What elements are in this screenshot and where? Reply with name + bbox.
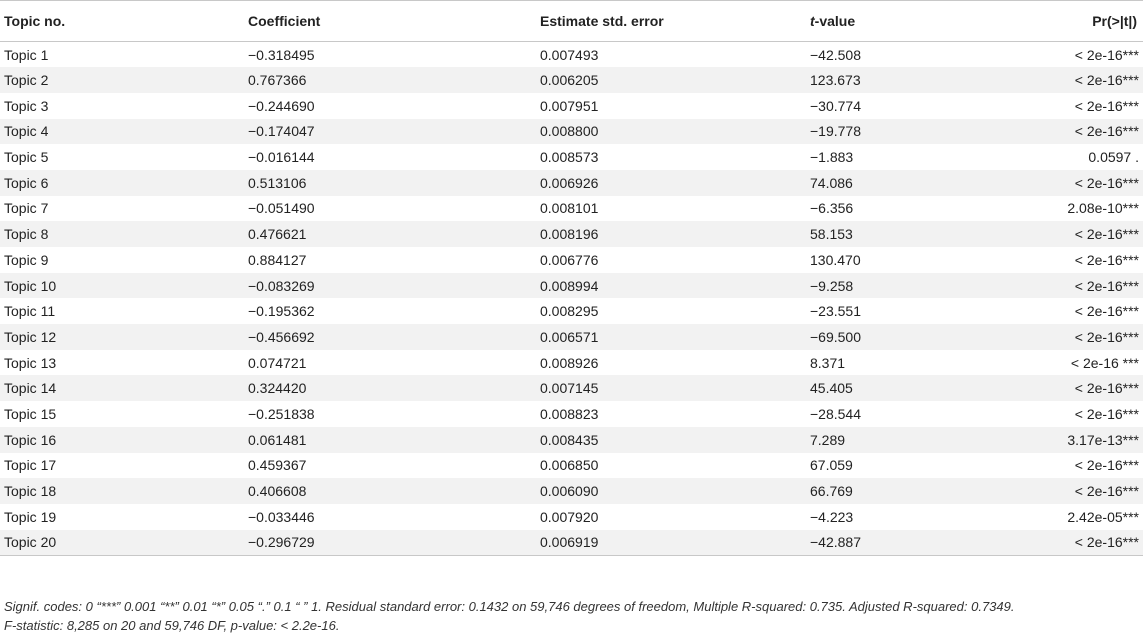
cell-p-value: < 2e-16*** [963, 273, 1143, 299]
table-row [0, 144, 1143, 170]
table-row [0, 273, 1143, 299]
header-std-error [410, 1, 710, 42]
table-footnote [4, 597, 1139, 635]
cell-coefficient [170, 67, 410, 93]
cell-coefficient [170, 375, 410, 401]
cell-p-value: < 2e-16 *** [1070, 354, 1139, 371]
table-row [0, 247, 1143, 273]
table-row [0, 67, 1143, 93]
cell-std-error-text: 0.006776 [540, 251, 599, 268]
cell-std-error [410, 196, 710, 222]
cell-t-value [710, 427, 963, 453]
cell-coefficient-text: −0.174047 [248, 123, 315, 140]
cell-topic: Topic 7 [4, 200, 49, 217]
cell-t-value-text: −19.778 [810, 123, 861, 140]
cell-std-error-text: 0.008800 [540, 123, 599, 140]
cell-topic: Topic 17 [4, 457, 57, 474]
cell-coefficient-text: −0.296729 [248, 534, 315, 551]
cell-t-value [710, 453, 963, 479]
cell-t-value [710, 144, 963, 170]
cell-p-value: < 2e-16*** [963, 119, 1143, 145]
table-row [0, 119, 1143, 145]
cell-p-value: < 2e-16*** [1074, 97, 1139, 114]
table-row [0, 196, 1143, 222]
cell-std-error-text: 0.006090 [540, 483, 599, 500]
header-topic: Topic no. [0, 1, 170, 42]
cell-t-value-text: −42.508 [810, 46, 861, 63]
cell-p-value: < 2e-16*** [963, 324, 1143, 350]
footnote-line-2: F-statistic: 8,285 on 20 and 59,746 DF, p-value: < 2.2e-16. [4, 618, 340, 633]
cell-std-error-text: 0.007951 [540, 97, 599, 114]
cell-std-error-text: 0.008926 [540, 354, 599, 371]
cell-t-value [710, 119, 963, 145]
cell-t-value-text: −9.258 [810, 277, 854, 294]
cell-p-value: 2.08e-10*** [1067, 200, 1139, 217]
cell-coefficient [170, 453, 410, 479]
cell-p-value: < 2e-16*** [1074, 303, 1139, 320]
cell-p-value: < 2e-16*** [963, 67, 1143, 93]
cell-p-value: < 2e-16*** [963, 375, 1143, 401]
cell-t-value [710, 221, 963, 247]
cell-coefficient [170, 247, 410, 273]
cell-std-error-text: 0.007920 [540, 508, 599, 525]
cell-p-value: < 2e-16*** [1074, 251, 1139, 268]
cell-std-error [410, 324, 710, 350]
cell-std-error [410, 427, 710, 453]
cell-coefficient-text: −0.051490 [248, 200, 315, 217]
cell-coefficient [170, 196, 410, 222]
cell-std-error-text: 0.008295 [540, 303, 599, 320]
table-row [0, 401, 1143, 427]
cell-std-error [410, 453, 710, 479]
cell-topic: Topic 12 [0, 324, 170, 350]
cell-topic: Topic 9 [4, 251, 49, 268]
cell-coefficient-text: −0.456692 [248, 328, 315, 345]
cell-coefficient-text: 0.767366 [248, 72, 307, 89]
cell-t-value [710, 67, 963, 93]
cell-std-error [410, 401, 710, 427]
cell-t-value [710, 298, 963, 324]
footnote-line-1: Signif. codes: 0 “***” 0.001 “**” 0.01 “*” 0.05 “.” 0.1 “ ” 1. Residual standard error: 0.1432 on 59,746 degrees of freedom, Multiple R-squared: 0.735. Adjusted R-squared: 0.7349. [4, 599, 1015, 614]
cell-p-value: < 2e-16*** [1074, 405, 1139, 422]
cell-std-error [410, 247, 710, 273]
cell-topic: Topic 20 [0, 530, 170, 556]
cell-std-error-text: 0.008994 [540, 277, 599, 294]
cell-p-value: < 2e-16*** [963, 478, 1143, 504]
cell-t-value-text: 8.371 [810, 354, 846, 371]
cell-t-value-text: −6.356 [810, 200, 854, 217]
header-coefficient-label: Coefficient [248, 13, 321, 29]
cell-std-error-text: 0.008823 [540, 405, 599, 422]
cell-std-error-text: 0.007145 [540, 380, 599, 397]
cell-coefficient [170, 298, 410, 324]
table-row [0, 375, 1143, 401]
cell-coefficient-text: −0.195362 [248, 303, 315, 320]
cell-std-error [410, 504, 710, 530]
table-body [0, 42, 1143, 556]
cell-t-value-text: 74.086 [810, 174, 853, 191]
header-coefficient [170, 1, 410, 42]
cell-topic: Topic 4 [0, 119, 170, 145]
cell-coefficient [170, 170, 410, 196]
cell-std-error [410, 119, 710, 145]
cell-std-error-text: 0.008435 [540, 431, 599, 448]
cell-coefficient [170, 93, 410, 119]
cell-t-value [710, 93, 963, 119]
cell-coefficient [170, 530, 410, 556]
table-row [0, 453, 1143, 479]
cell-std-error [410, 298, 710, 324]
cell-p-value: < 2e-16*** [1074, 457, 1139, 474]
cell-p-value: 2.42e-05*** [1067, 508, 1139, 525]
cell-t-value [710, 375, 963, 401]
cell-std-error-text: 0.007493 [540, 46, 599, 63]
cell-t-value-text: −23.551 [810, 303, 861, 320]
cell-coefficient [170, 273, 410, 299]
cell-t-value-text: 58.153 [810, 226, 853, 243]
cell-p-value: < 2e-16*** [963, 170, 1143, 196]
cell-coefficient [170, 221, 410, 247]
cell-t-value-text: −1.883 [810, 149, 854, 166]
header-t-italic: t [810, 13, 815, 29]
cell-coefficient [170, 478, 410, 504]
cell-topic: Topic 6 [0, 170, 170, 196]
cell-topic: Topic 13 [4, 354, 57, 371]
cell-t-value-text: 66.769 [810, 483, 853, 500]
cell-coefficient-text: 0.476621 [248, 226, 307, 243]
cell-t-value [710, 170, 963, 196]
table-row [0, 170, 1143, 196]
cell-std-error-text: 0.008573 [540, 149, 599, 166]
cell-std-error-text: 0.006850 [540, 457, 599, 474]
cell-std-error-text: 0.008101 [540, 200, 599, 217]
cell-p-value: < 2e-16*** [963, 530, 1143, 556]
cell-coefficient-text: −0.251838 [248, 405, 315, 422]
table-row [0, 530, 1143, 556]
cell-t-value [710, 401, 963, 427]
table-row [0, 478, 1143, 504]
cell-t-value-text: −42.887 [810, 534, 861, 551]
cell-std-error [410, 375, 710, 401]
cell-coefficient-text: −0.244690 [248, 97, 315, 114]
cell-coefficient [170, 144, 410, 170]
cell-topic: Topic 19 [4, 508, 57, 525]
cell-topic: Topic 3 [4, 97, 49, 114]
cell-std-error [410, 273, 710, 299]
cell-p-value: 0.0597 . [1088, 149, 1139, 166]
cell-t-value [710, 247, 963, 273]
cell-topic: Topic 18 [0, 478, 170, 504]
cell-topic: Topic 14 [0, 375, 170, 401]
cell-topic: Topic 8 [0, 221, 170, 247]
cell-t-value-text: 67.059 [810, 457, 853, 474]
cell-coefficient-text: −0.318495 [248, 46, 315, 63]
cell-t-value [710, 196, 963, 222]
cell-t-value [710, 273, 963, 299]
cell-topic: Topic 10 [0, 273, 170, 299]
cell-t-value [710, 504, 963, 530]
cell-std-error [410, 478, 710, 504]
cell-std-error [410, 170, 710, 196]
cell-std-error [410, 67, 710, 93]
cell-t-value-text: 45.405 [810, 380, 853, 397]
cell-coefficient-text: −0.033446 [248, 508, 315, 525]
cell-t-value-text: 130.470 [810, 251, 861, 268]
cell-std-error [410, 93, 710, 119]
cell-t-value [710, 478, 963, 504]
cell-t-value-text: −28.544 [810, 405, 861, 422]
cell-coefficient-text: 0.061481 [248, 431, 307, 448]
header-t-value-label [810, 13, 855, 29]
cell-t-value-text: 7.289 [810, 431, 846, 448]
table-row [0, 427, 1143, 453]
cell-std-error [410, 221, 710, 247]
table-row [0, 298, 1143, 324]
cell-std-error [410, 350, 710, 376]
cell-coefficient-text: 0.513106 [248, 174, 307, 191]
cell-t-value-text: −30.774 [810, 97, 861, 114]
cell-std-error [410, 530, 710, 556]
cell-coefficient-text: 0.074721 [248, 354, 307, 371]
cell-std-error-text: 0.006205 [540, 72, 599, 89]
table-row [0, 504, 1143, 530]
cell-t-value [710, 350, 963, 376]
cell-topic: Topic 16 [0, 427, 170, 453]
cell-p-value: < 2e-16*** [963, 221, 1143, 247]
header-std-error-label: Estimate std. error [540, 13, 664, 29]
header-p-value: Pr(>|t|) [963, 1, 1143, 42]
cell-topic: Topic 5 [4, 149, 49, 166]
cell-topic: Topic 1 [4, 46, 49, 63]
cell-coefficient [170, 350, 410, 376]
cell-coefficient [170, 504, 410, 530]
cell-p-value: < 2e-16*** [1074, 46, 1139, 63]
cell-coefficient-text: 0.884127 [248, 251, 307, 268]
cell-coefficient [170, 119, 410, 145]
cell-coefficient-text: 0.459367 [248, 457, 307, 474]
cell-t-value-text: 123.673 [810, 72, 861, 89]
table-row [0, 350, 1143, 376]
cell-std-error [410, 144, 710, 170]
table-row [0, 93, 1143, 119]
header-t-rest: -value [814, 13, 856, 29]
header-t-value [710, 1, 963, 42]
cell-t-value [710, 42, 963, 68]
cell-coefficient-text: −0.016144 [248, 149, 315, 166]
cell-std-error-text: 0.006919 [540, 534, 599, 551]
cell-topic: Topic 11 [4, 303, 56, 320]
cell-coefficient [170, 42, 410, 68]
cell-topic: Topic 15 [4, 405, 57, 422]
cell-t-value [710, 530, 963, 556]
cell-coefficient [170, 401, 410, 427]
cell-coefficient-text: 0.406608 [248, 483, 307, 500]
cell-coefficient [170, 427, 410, 453]
cell-p-value: 3.17e-13*** [963, 427, 1143, 453]
cell-t-value-text: −69.500 [810, 328, 861, 345]
table-row [0, 42, 1143, 68]
cell-std-error-text: 0.008196 [540, 226, 599, 243]
cell-coefficient-text: 0.324420 [248, 380, 307, 397]
cell-std-error-text: 0.006571 [540, 328, 599, 345]
cell-coefficient [170, 324, 410, 350]
table-row [0, 324, 1143, 350]
cell-coefficient-text: −0.083269 [248, 277, 315, 294]
cell-topic: Topic 2 [0, 67, 170, 93]
table-header-row [0, 1, 1143, 42]
cell-t-value-text: −4.223 [810, 508, 854, 525]
table-row [0, 221, 1143, 247]
cell-std-error-text: 0.006926 [540, 174, 599, 191]
cell-t-value [710, 324, 963, 350]
cell-std-error [410, 42, 710, 68]
